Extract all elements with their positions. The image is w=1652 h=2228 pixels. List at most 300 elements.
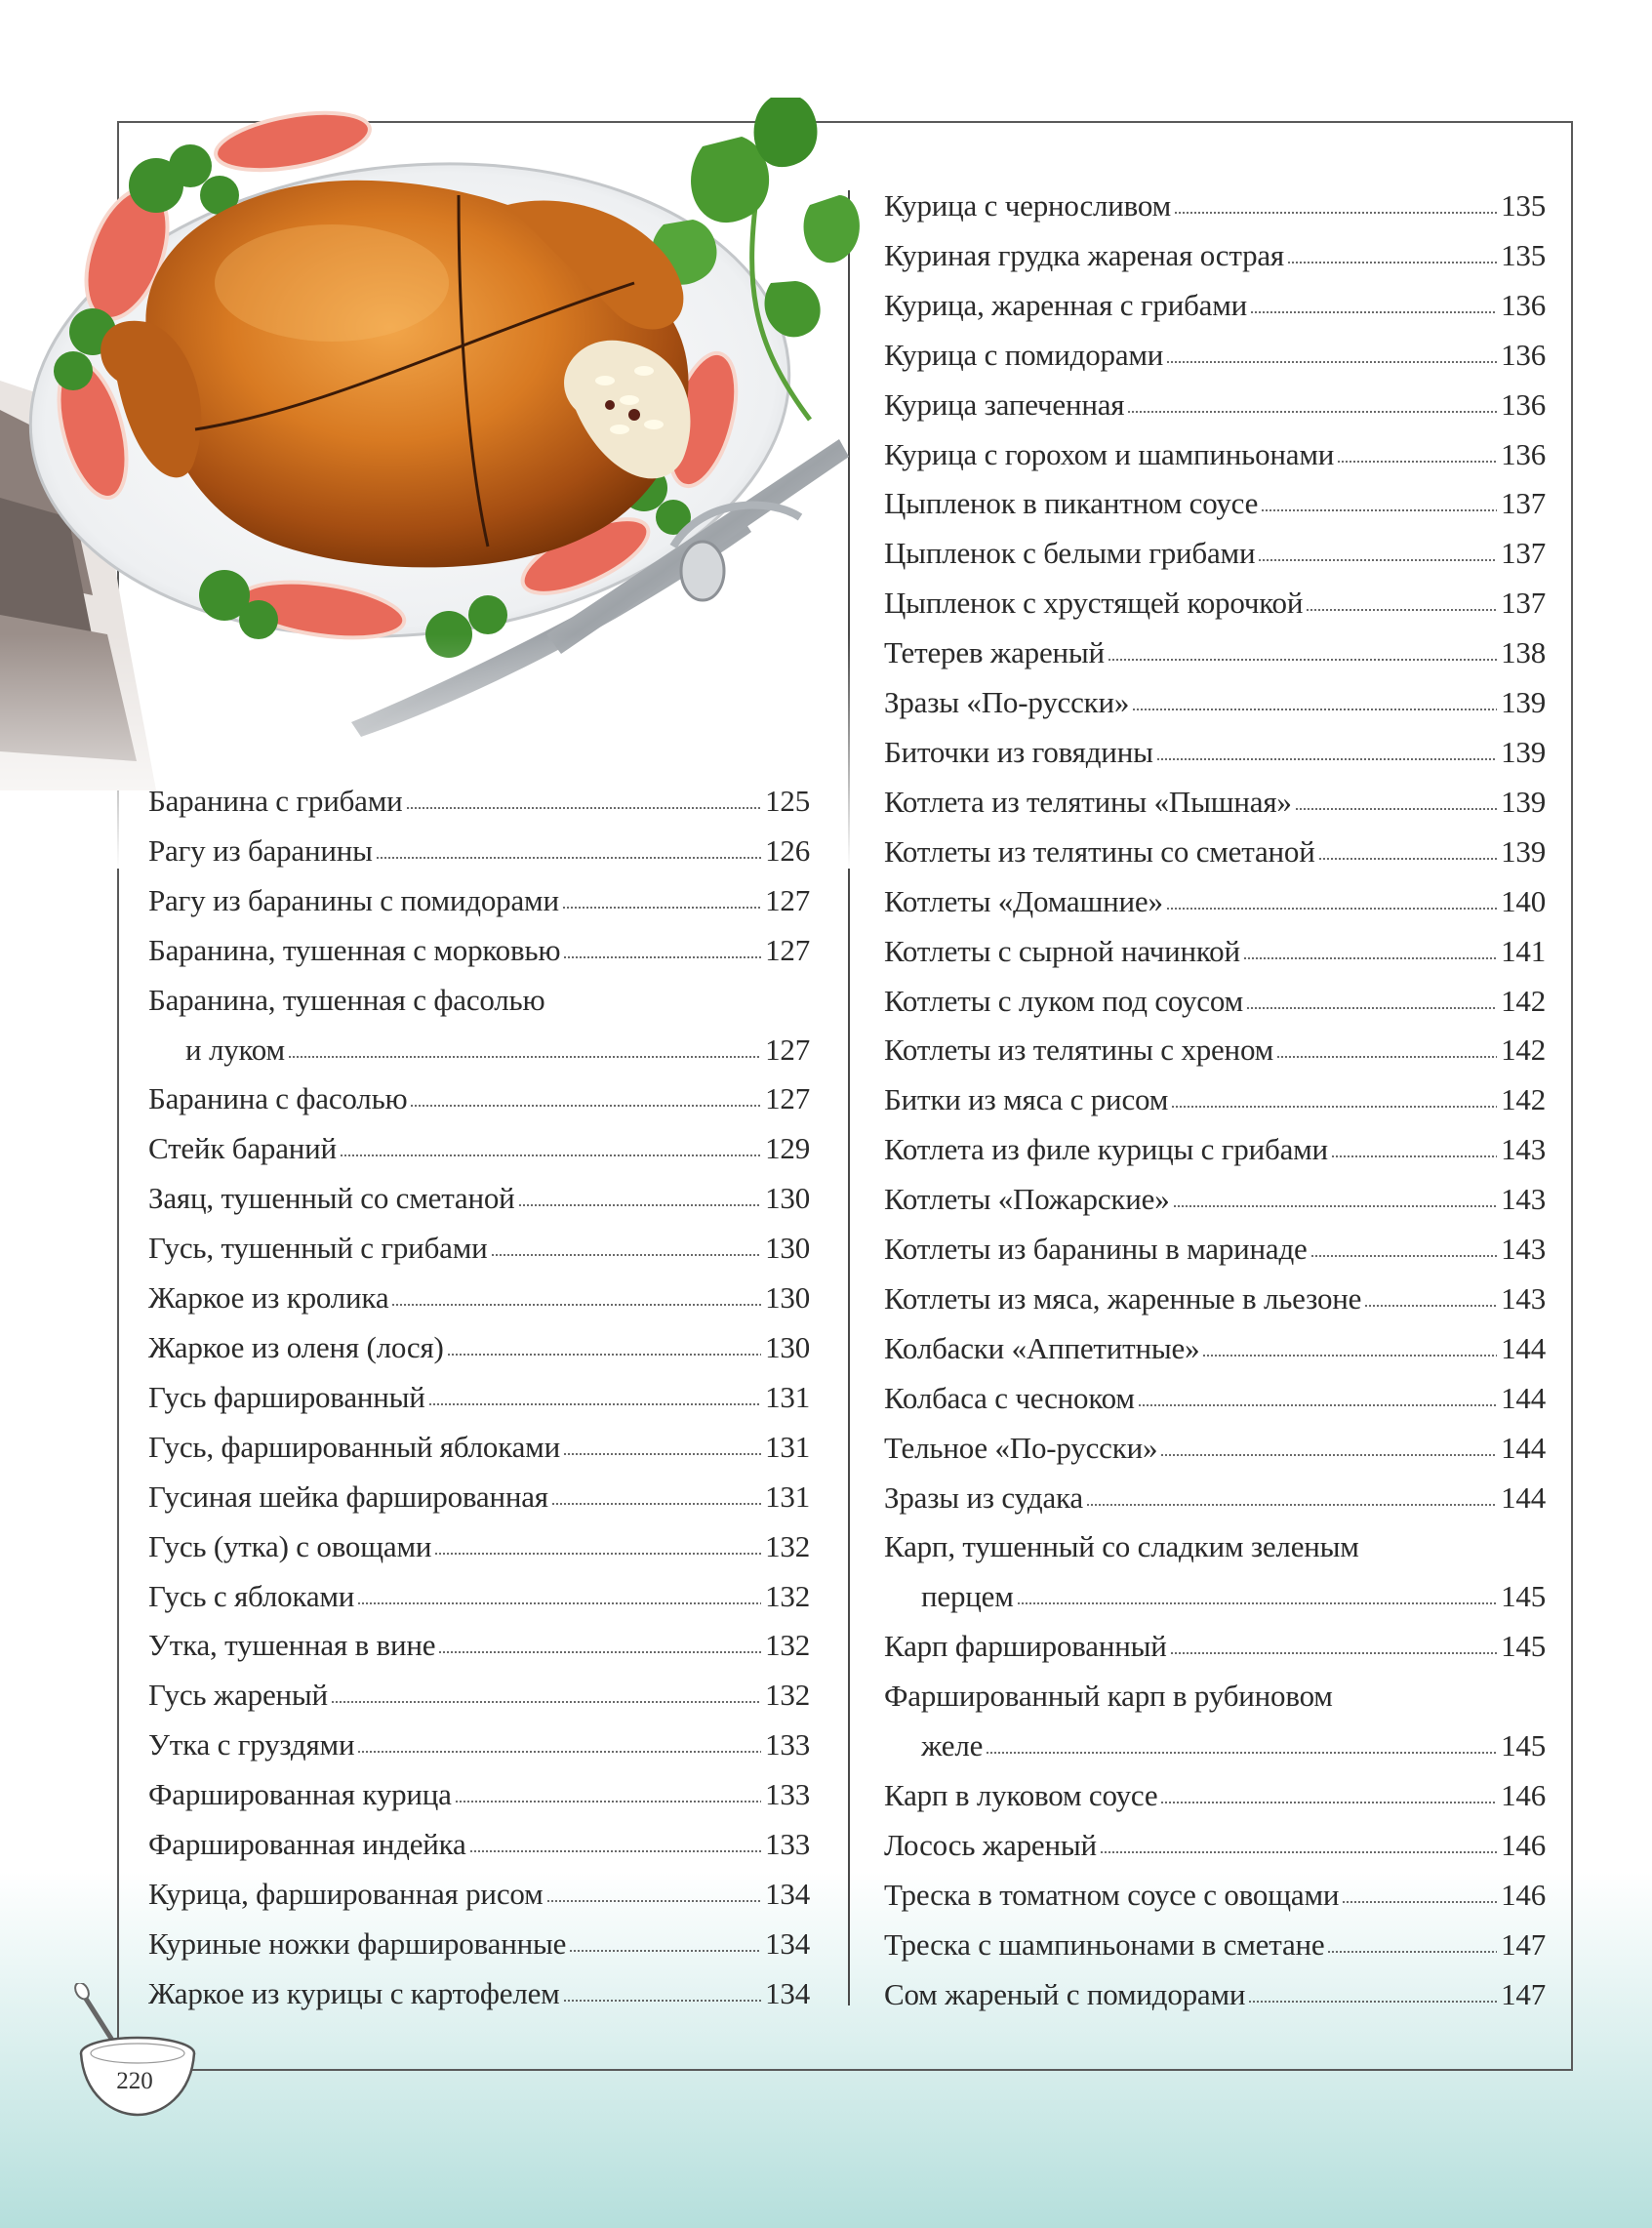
toc-entry-title: Стейк бараний: [148, 1131, 337, 1166]
toc-entry-page: 130: [765, 1231, 810, 1266]
dot-leader: [447, 1354, 761, 1356]
toc-entry-title: Биточки из говядины: [884, 734, 1153, 769]
toc-entry-title: Утка с груздями: [148, 1727, 355, 1762]
toc-entry-page: 146: [1501, 1778, 1546, 1812]
dot-leader: [986, 1752, 1497, 1754]
toc-entry: [884, 728, 1546, 778]
toc-entry-line: [148, 1274, 810, 1323]
toc-entry-page: 127: [765, 1032, 810, 1067]
toc-entry-line: [148, 1423, 810, 1473]
toc-entry-page: 130: [765, 1181, 810, 1216]
toc-entry: [148, 876, 810, 926]
toc-entry-line: [148, 1373, 810, 1423]
toc-entry: [148, 1671, 810, 1721]
toc-entry-line: [148, 1323, 810, 1373]
dot-leader: [1017, 1602, 1497, 1604]
toc-entry-page: 129: [765, 1131, 810, 1166]
toc-entry-title: Котлеты «Домашние»: [884, 883, 1163, 918]
toc-entry-page: 130: [765, 1280, 810, 1316]
toc-entry-page: 134: [765, 1876, 810, 1911]
dot-leader: [1331, 1155, 1497, 1157]
dot-leader: [1173, 1205, 1498, 1207]
toc-entry-line: [884, 877, 1546, 927]
toc-entry-page: 142: [1501, 1082, 1546, 1117]
toc-entry-page: 139: [1501, 734, 1546, 769]
toc-entry: [884, 1026, 1546, 1075]
toc-entry-line: [884, 828, 1546, 877]
toc-entry: [884, 1324, 1546, 1374]
toc-entry-page: 143: [1501, 1232, 1546, 1267]
toc-entry-line: [148, 1870, 810, 1920]
toc-entry-line: [148, 1770, 810, 1820]
dot-leader: [518, 1204, 762, 1206]
toc-entry: [148, 1522, 810, 1572]
dot-leader: [1318, 858, 1498, 860]
dot-leader: [376, 857, 761, 859]
toc-entry-page: 127: [765, 1081, 810, 1116]
toc-entry-title: Баранина, тушенная с фасолью: [148, 982, 545, 1017]
toc-entry: [148, 1820, 810, 1870]
toc-entry-title: Котлеты из мяса, жаренные в льезоне: [884, 1280, 1362, 1316]
toc-entry-title: Фаршированная курица: [148, 1777, 452, 1812]
dot-leader: [551, 1503, 761, 1505]
dot-leader: [1258, 559, 1497, 561]
toc-entry: [884, 1821, 1546, 1871]
toc-entry: [884, 778, 1546, 828]
toc-entry: [148, 1423, 810, 1473]
toc-entry-page: 127: [765, 882, 810, 917]
dot-leader: [562, 907, 761, 909]
toc-entry-page: 147: [1501, 1976, 1546, 2011]
toc-entry-page: 147: [1501, 1926, 1546, 1962]
toc-entry-title: Котлета из телятины «Пышная»: [884, 784, 1292, 819]
toc-entry-line: [884, 579, 1546, 628]
toc-entry-page: 137: [1501, 486, 1546, 521]
toc-entry-line: [884, 1722, 1546, 1771]
toc-right-column: [884, 182, 1546, 2020]
toc-entry-line: [148, 876, 810, 926]
dot-leader: [1248, 2001, 1497, 2003]
dot-leader: [1246, 1007, 1497, 1009]
toc-entry: [884, 479, 1546, 529]
toc-entry: [148, 1572, 810, 1622]
toc-entry-line: [148, 926, 810, 976]
toc-entry-page: 126: [765, 832, 810, 868]
bowl-spoon-icon: [74, 1983, 201, 2120]
toc-entry-page: 136: [1501, 436, 1546, 471]
toc-entry: [884, 877, 1546, 927]
toc-entry-title: Котлеты из баранины в маринаде: [884, 1232, 1308, 1267]
toc-entry-page: 142: [1501, 983, 1546, 1018]
toc-entry-title: Курица запеченная: [884, 386, 1125, 422]
toc-entry-page: 140: [1501, 883, 1546, 918]
toc-entry: [148, 1621, 810, 1671]
toc-entry: [884, 1672, 1546, 1771]
toc-entry-line: [148, 1224, 810, 1274]
toc-entry-line: [884, 1474, 1546, 1523]
toc-entry: [884, 331, 1546, 381]
toc-entry-page: 144: [1501, 1380, 1546, 1415]
toc-entry-page: 130: [765, 1329, 810, 1364]
toc-entry-title: Утка, тушенная в вине: [148, 1628, 436, 1663]
toc-entry: [148, 1969, 810, 2019]
toc-entry-line: [884, 678, 1546, 728]
dot-leader: [434, 1553, 761, 1555]
dot-leader: [546, 1900, 762, 1902]
toc-entry-page: 139: [1501, 685, 1546, 720]
toc-entry-line: [884, 182, 1546, 231]
toc-entry-line: [884, 231, 1546, 281]
toc-entry: [884, 628, 1546, 678]
dot-leader: [1132, 709, 1497, 710]
dot-leader: [1287, 262, 1497, 263]
toc-entry-page: 142: [1501, 1033, 1546, 1068]
toc-entry-line: [884, 1921, 1546, 1970]
toc-entry: [884, 1374, 1546, 1424]
toc-entry: [148, 1274, 810, 1323]
toc-entry-title: Тельное «По-русски»: [884, 1430, 1158, 1465]
dot-leader: [563, 1453, 761, 1455]
dot-leader: [1166, 361, 1497, 363]
toc-entry-line: [148, 777, 810, 827]
toc-entry-page: 143: [1501, 1280, 1546, 1316]
dot-leader: [1327, 1951, 1497, 1953]
toc-entry-page: 131: [765, 1479, 810, 1514]
toc-entry-title: Гусь жареный: [148, 1678, 328, 1713]
toc-entry-page: 132: [765, 1578, 810, 1613]
toc-entry: [148, 827, 810, 876]
toc-entry-line: [884, 479, 1546, 529]
dot-leader: [357, 1602, 761, 1604]
dot-leader: [1250, 311, 1497, 313]
dot-leader: [563, 2000, 762, 2002]
toc-entry-page: 145: [1501, 1629, 1546, 1664]
dot-leader: [1108, 659, 1497, 661]
toc-entry-line: [884, 1175, 1546, 1225]
toc-entry-page: 131: [765, 1379, 810, 1414]
dot-leader: [406, 807, 762, 809]
dot-leader: [1156, 758, 1497, 760]
toc-entry-title: Котлеты с луком под соусом: [884, 983, 1243, 1018]
toc-entry-page: 136: [1501, 287, 1546, 322]
toc-entry-line: [884, 1572, 1546, 1622]
toc-entry: [884, 1970, 1546, 2020]
toc-entry: [884, 1771, 1546, 1821]
toc-entry-page: 133: [765, 1777, 810, 1812]
toc-entry-line: [884, 1622, 1546, 1672]
toc-entry-title: Гусь, фаршированный яблоками: [148, 1429, 560, 1464]
dot-leader: [391, 1304, 761, 1306]
toc-entry: [148, 1721, 810, 1770]
dot-leader: [1295, 808, 1497, 810]
dot-leader: [1166, 908, 1497, 910]
toc-entry: [148, 926, 810, 976]
toc-left-column: [148, 777, 810, 2019]
toc-entry-line: [884, 1275, 1546, 1324]
toc-entry-title: Котлеты с сырной начинкой: [884, 933, 1240, 968]
toc-entry-title: Карп, тушенный со сладким зеленым: [884, 1529, 1359, 1564]
toc-entry-page: 132: [765, 1528, 810, 1563]
toc-entry-page: 144: [1501, 1330, 1546, 1365]
toc-entry-line: [884, 1075, 1546, 1125]
dot-leader: [357, 1751, 761, 1753]
toc-entry-line: [884, 381, 1546, 430]
toc-entry-page: 139: [1501, 784, 1546, 819]
toc-entry-line: [148, 1124, 810, 1174]
toc-entry-title: Треска с шампиньонами в сметане: [884, 1926, 1325, 1962]
toc-entry-line: [884, 1026, 1546, 1075]
dot-leader: [1174, 212, 1497, 214]
toc-entry: [884, 1424, 1546, 1474]
toc-entry-page: 132: [765, 1628, 810, 1663]
toc-entry: [884, 977, 1546, 1027]
toc-entry: [884, 1225, 1546, 1275]
toc-entry-title: Цыпленок с белыми грибами: [884, 536, 1256, 571]
toc-entry-page: 144: [1501, 1430, 1546, 1465]
toc-entry-title: и луком: [185, 1032, 285, 1067]
toc-entry-line: [884, 331, 1546, 381]
toc-entry-title: Лосось жареный: [884, 1827, 1097, 1862]
dot-leader: [438, 1651, 761, 1653]
toc-entry-title: Колбаса с чесноком: [884, 1380, 1135, 1415]
toc-entry-page: 137: [1501, 536, 1546, 571]
toc-entry-page: 145: [1501, 1579, 1546, 1614]
toc-entry-page: 143: [1501, 1182, 1546, 1217]
toc-entry: [148, 1224, 810, 1274]
toc-entry-title: Цыпленок с хрустящей корочкой: [884, 586, 1304, 621]
toc-entry-line: [148, 1473, 810, 1522]
toc-entry: [148, 1323, 810, 1373]
toc-entry: [148, 1373, 810, 1423]
toc-entry-line: [884, 1424, 1546, 1474]
toc-entry-line: [884, 628, 1546, 678]
toc-entry-title: Зразы из судака: [884, 1479, 1083, 1515]
toc-entry-page: 143: [1501, 1132, 1546, 1167]
toc-entry-title: Курица с черносливом: [884, 188, 1172, 223]
toc-entry-line: [148, 1522, 810, 1572]
page-number: 220: [116, 2068, 153, 2094]
toc-entry: [884, 1921, 1546, 1970]
toc-entry-page: 133: [765, 1727, 810, 1762]
toc-entry-page: 127: [765, 932, 810, 967]
dot-leader: [410, 1105, 761, 1107]
toc-entry-line: [884, 430, 1546, 480]
toc-entry-title: Битки из мяса с рисом: [884, 1082, 1169, 1117]
dot-leader: [288, 1056, 761, 1058]
toc-entry-page: 133: [765, 1827, 810, 1862]
dot-leader: [340, 1155, 761, 1156]
toc-entry: [884, 1175, 1546, 1225]
toc-entry-page: 134: [765, 1975, 810, 2010]
toc-entry-title: Курица, жаренная с грибами: [884, 287, 1248, 322]
toc-entry: [884, 1275, 1546, 1324]
toc-entry: [884, 828, 1546, 877]
toc-entry-line: [148, 827, 810, 876]
dot-leader: [1342, 1901, 1497, 1903]
toc-entry-page: 138: [1501, 635, 1546, 670]
toc-entry-title: Гусиная шейка фаршированная: [148, 1479, 548, 1514]
toc-entry-line: [148, 1820, 810, 1870]
toc-entry-title: Курица с горохом и шампиньонами: [884, 436, 1335, 471]
toc-entry-title: Фаршированный карп в рубиновом: [884, 1679, 1333, 1714]
toc-entry: [148, 976, 810, 1075]
toc-entry-page: 141: [1501, 933, 1546, 968]
toc-entry-line: [148, 1721, 810, 1770]
toc-entry-title: Рагу из баранины с помидорами: [148, 882, 559, 917]
toc-entry-title: Жаркое из кролика: [148, 1280, 389, 1316]
roast-chicken-illustration: [0, 88, 868, 869]
toc-entry: [884, 281, 1546, 331]
toc-entry-title: Баранина с фасолью: [148, 1081, 408, 1116]
toc-entry-title: Фаршированная индейка: [148, 1827, 466, 1862]
toc-entry-line: [148, 1026, 810, 1075]
toc-entry-line-wrapped: [884, 1672, 1546, 1722]
toc-entry-line: [884, 1821, 1546, 1871]
dot-leader: [569, 1950, 761, 1952]
toc-entry-line: [148, 1671, 810, 1721]
toc-entry-title: Карп в луковом соусе: [884, 1778, 1158, 1812]
toc-entry-title: Рагу из баранины: [148, 832, 373, 868]
toc-entry-title: Гусь (утка) с овощами: [148, 1528, 432, 1563]
dot-leader: [1160, 1454, 1497, 1456]
toc-entry: [148, 1074, 810, 1124]
toc-entry-page: 125: [765, 784, 810, 818]
toc-entry-title: Котлеты из телятины со сметаной: [884, 833, 1315, 869]
toc-entry: [148, 777, 810, 827]
dot-leader: [455, 1801, 761, 1803]
dot-leader: [1261, 509, 1497, 511]
toc-entry-title: Курица, фаршированная рисом: [148, 1876, 544, 1911]
toc-entry-line: [884, 1771, 1546, 1821]
toc-entry-page: 132: [765, 1678, 810, 1713]
toc-entry-page: 139: [1501, 833, 1546, 869]
toc-entry-line: [884, 1871, 1546, 1921]
toc-entry-line: [884, 1324, 1546, 1374]
toc-entry-line: [884, 927, 1546, 977]
toc-entry: [884, 579, 1546, 628]
dot-leader: [1100, 1851, 1497, 1853]
toc-entry-page: 136: [1501, 337, 1546, 372]
toc-entry-line: [148, 1969, 810, 2019]
dot-leader: [491, 1254, 762, 1256]
toc-entry-page: 135: [1501, 188, 1546, 223]
toc-entry-title: Котлета из филе курицы с грибами: [884, 1132, 1328, 1167]
toc-entry-title: Треска в томатном соусе с овощами: [884, 1877, 1340, 1912]
toc-entry-page: 136: [1501, 386, 1546, 422]
toc-entry: [884, 182, 1546, 231]
dot-leader: [428, 1403, 761, 1405]
toc-entry-line: [884, 529, 1546, 579]
toc-entry: [884, 1522, 1546, 1622]
toc-entry-title: Колбаски «Аппетитные»: [884, 1330, 1200, 1365]
dot-leader: [1202, 1355, 1497, 1357]
toc-entry-title: Куриная грудка жареная острая: [884, 237, 1284, 272]
dot-leader: [469, 1850, 761, 1852]
toc-entry: [148, 1770, 810, 1820]
toc-entry-title: Жаркое из курицы с картофелем: [148, 1975, 560, 2010]
toc-entry: [884, 927, 1546, 977]
toc-entry-title: Сом жареный с помидорами: [884, 1976, 1246, 2011]
dot-leader: [331, 1701, 761, 1703]
toc-entry-line: [148, 1074, 810, 1124]
toc-entry: [884, 381, 1546, 430]
toc-entry: [884, 529, 1546, 579]
dot-leader: [1310, 1255, 1497, 1257]
toc-entry-title: Гусь, тушенный с грибами: [148, 1231, 488, 1266]
dot-leader: [1276, 1056, 1497, 1058]
toc-entry-title: Карп фаршированный: [884, 1629, 1167, 1664]
toc-entry-line: [884, 977, 1546, 1027]
toc-entry-title: Курица с помидорами: [884, 337, 1164, 372]
toc-entry-page: 146: [1501, 1827, 1546, 1862]
toc-entry-line: [884, 1970, 1546, 2020]
toc-entry: [884, 1871, 1546, 1921]
toc-entry-title: Тетерев жареный: [884, 635, 1105, 670]
dot-leader: [1243, 957, 1497, 959]
toc-entry: [148, 1124, 810, 1174]
toc-entry-page: 131: [765, 1429, 810, 1464]
toc-entry-page: 145: [1501, 1728, 1546, 1763]
dot-leader: [563, 956, 761, 958]
toc-entry: [884, 231, 1546, 281]
toc-entry-line: [884, 728, 1546, 778]
dot-leader: [1138, 1404, 1497, 1406]
toc-entry-page: 137: [1501, 586, 1546, 621]
toc-entry-line: [148, 1920, 810, 1969]
toc-entry-title: Заяц, тушенный со сметаной: [148, 1181, 515, 1216]
toc-entry: [884, 678, 1546, 728]
toc-entry-line: [884, 1225, 1546, 1275]
dot-leader: [1170, 1652, 1497, 1654]
dot-leader: [1127, 411, 1497, 413]
toc-entry-title: Гусь фаршированный: [148, 1379, 425, 1414]
toc-entry-line-wrapped: [148, 976, 810, 1026]
toc-entry: [884, 430, 1546, 480]
toc-entry-line: [884, 281, 1546, 331]
toc-entry-title: Зразы «По-русски»: [884, 685, 1130, 720]
toc-entry-title: перцем: [921, 1579, 1014, 1614]
dot-leader: [1337, 461, 1497, 463]
toc-entry: [884, 1125, 1546, 1175]
toc-entry-line: [148, 1174, 810, 1224]
toc-entry-title: Куриные ножки фаршированные: [148, 1925, 567, 1961]
toc-entry: [148, 1473, 810, 1522]
toc-entry: [148, 1920, 810, 1969]
toc-entry-title: Баранина с грибами: [148, 784, 403, 818]
toc-entry-page: 146: [1501, 1877, 1546, 1912]
toc-entry-title: Котлеты из телятины с хреном: [884, 1033, 1274, 1068]
toc-entry-title: Баранина, тушенная с морковью: [148, 932, 561, 967]
toc-entry: [884, 1622, 1546, 1672]
toc-entry-line: [884, 1374, 1546, 1424]
toc-entry-line-wrapped: [884, 1522, 1546, 1572]
toc-entry-title: Цыпленок в пикантном соусе: [884, 486, 1259, 521]
toc-entry-line: [884, 1125, 1546, 1175]
toc-entry-line: [884, 778, 1546, 828]
dot-leader: [1364, 1305, 1497, 1307]
toc-entry-title: Жаркое из оленя (лося): [148, 1329, 444, 1364]
toc-entry-page: 144: [1501, 1479, 1546, 1515]
dot-leader: [1086, 1504, 1497, 1506]
dot-leader: [1160, 1802, 1497, 1803]
toc-entry-page: 134: [765, 1925, 810, 1961]
toc-entry-line: [148, 1572, 810, 1622]
toc-entry: [884, 1474, 1546, 1523]
toc-entry-title: Гусь с яблоками: [148, 1578, 355, 1613]
toc-entry-page: 135: [1501, 237, 1546, 272]
toc-entry: [148, 1174, 810, 1224]
toc-entry: [148, 1870, 810, 1920]
